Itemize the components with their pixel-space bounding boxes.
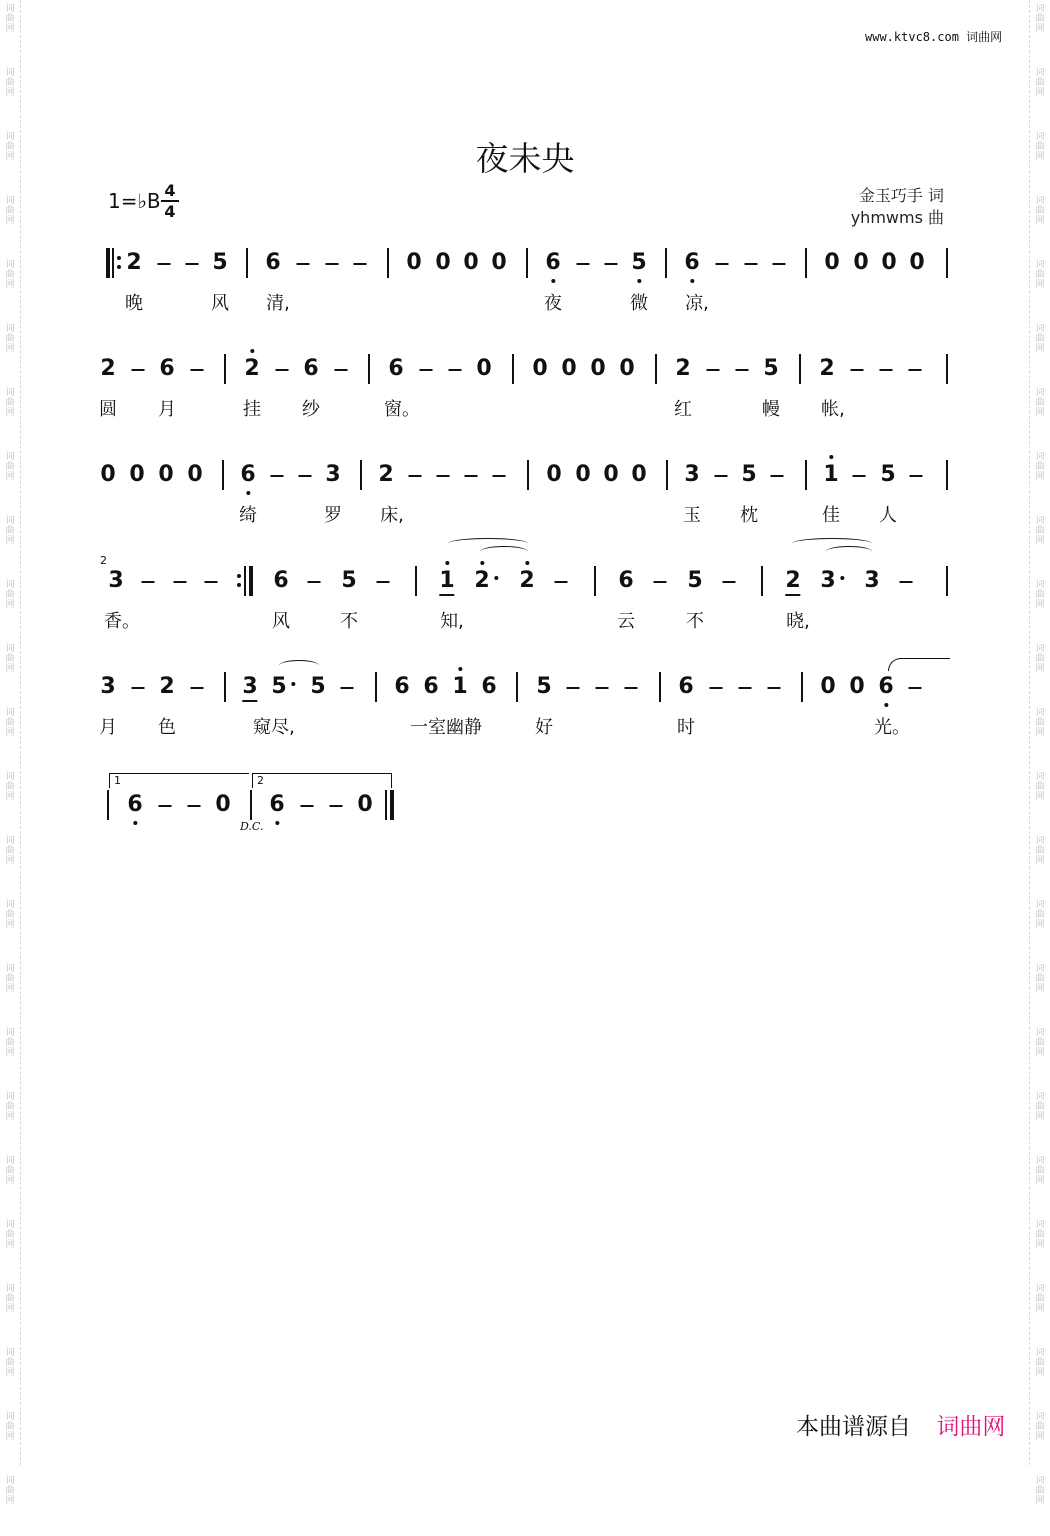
lyric: 云 <box>617 611 635 632</box>
lyric: 光。 <box>874 717 910 738</box>
note: 6 <box>423 674 439 699</box>
rest: 0 <box>824 250 840 275</box>
score-row-6 <box>0 774 1050 836</box>
note: 5 <box>310 674 326 699</box>
note-dotted: 3 <box>820 568 835 593</box>
note: 2 <box>100 356 116 381</box>
note: 6 <box>618 568 634 593</box>
note-high: 1 <box>823 462 838 487</box>
barline <box>761 566 763 596</box>
footer-prefix: 本曲谱源自 <box>796 1414 911 1440</box>
note-low: 6 <box>878 674 893 699</box>
note-low: 6 <box>545 250 560 275</box>
dash <box>910 475 923 477</box>
note: 6 <box>273 568 289 593</box>
barline <box>516 672 518 702</box>
dash <box>739 687 752 689</box>
lyricist: 金玉巧手 词 <box>858 186 944 205</box>
note-low: 6 <box>127 792 142 817</box>
note: 3 <box>100 674 116 699</box>
rest: 0 <box>590 356 606 381</box>
dash <box>341 687 354 689</box>
rest: 0 <box>100 462 116 487</box>
dash <box>493 475 506 477</box>
dash <box>276 369 289 371</box>
grace-note: 2 <box>100 554 107 567</box>
lyric: 月 <box>158 399 176 420</box>
lyric: 香。 <box>104 611 140 632</box>
dash <box>188 805 201 807</box>
barline <box>799 354 801 384</box>
footer-brand-link[interactable]: 词曲网 <box>936 1414 1006 1440</box>
note: 5 <box>880 462 896 487</box>
dash <box>736 369 749 371</box>
note: 5 <box>687 568 703 593</box>
dash <box>132 687 145 689</box>
note: 2 <box>159 674 175 699</box>
note: 6 <box>394 674 410 699</box>
rest: 0 <box>491 250 507 275</box>
rest: 0 <box>406 250 422 275</box>
dash <box>768 687 781 689</box>
dash <box>326 263 339 265</box>
lyrics-row-1 <box>0 289 1050 333</box>
dash <box>723 581 736 583</box>
dash <box>577 263 590 265</box>
time-signature <box>161 182 179 220</box>
rest: 0 <box>909 250 925 275</box>
note: 0 <box>476 356 492 381</box>
note: 6 <box>388 356 404 381</box>
note: 5 <box>741 462 757 487</box>
lyric: 幔 <box>762 399 780 420</box>
note-high: 2 <box>519 568 534 593</box>
lyric: 罗 <box>324 505 342 526</box>
lyric: 人 <box>879 505 897 526</box>
lyric: 枕 <box>740 505 758 526</box>
dash <box>880 369 893 371</box>
lyric: 色 <box>158 717 176 738</box>
barline <box>801 672 803 702</box>
dash <box>449 369 462 371</box>
dash <box>174 581 187 583</box>
barline <box>655 354 657 384</box>
dash <box>465 475 478 477</box>
note: 6 <box>481 674 497 699</box>
dash <box>654 581 667 583</box>
lyrics-row-4 <box>0 607 1050 651</box>
dash <box>205 581 218 583</box>
barline <box>665 248 667 278</box>
lyric: 床, <box>380 505 404 526</box>
repeat-start-thin <box>112 248 114 278</box>
barline <box>666 460 668 490</box>
volta-1: 1 <box>109 773 249 788</box>
dash <box>186 263 199 265</box>
time-top: 4 <box>164 181 176 200</box>
slur <box>826 546 872 557</box>
barline <box>594 566 596 596</box>
barline <box>368 354 370 384</box>
note: 5 <box>212 250 228 275</box>
note: 3 <box>864 568 880 593</box>
repeat-dots <box>117 248 121 278</box>
site-header[interactable]: www.ktvc8.com 词曲网 <box>865 30 1003 44</box>
lyric: 时 <box>677 717 695 738</box>
dash <box>707 369 720 371</box>
barline <box>246 248 248 278</box>
rest: 0 <box>532 356 548 381</box>
dash <box>158 263 171 265</box>
repeat-start-barline <box>106 248 110 278</box>
dash <box>715 475 728 477</box>
lyrics-row-5 <box>0 713 1050 757</box>
dash <box>301 805 314 807</box>
volta-2: 2 <box>252 773 392 788</box>
rest: 0 <box>158 462 174 487</box>
rest: 0 <box>435 250 451 275</box>
lyric: 月 <box>99 717 117 738</box>
dash <box>909 369 922 371</box>
dash <box>297 263 310 265</box>
rest: 0 <box>561 356 577 381</box>
lyric: 帐, <box>821 399 845 420</box>
song-title: 夜未央 <box>475 139 575 178</box>
note: 2 <box>675 356 691 381</box>
dash <box>745 263 758 265</box>
dash <box>271 475 284 477</box>
score-row-4 <box>0 554 1050 612</box>
repeat-end-thin <box>244 566 246 596</box>
note-eighth: 3 <box>242 674 257 699</box>
lyric: 知, <box>440 611 464 632</box>
score-row-3 <box>0 462 1050 506</box>
lyric: 圆 <box>99 399 117 420</box>
rest: 0 <box>881 250 897 275</box>
barline <box>415 566 417 596</box>
note: 6 <box>678 674 694 699</box>
note-low: 6 <box>684 250 699 275</box>
note-high: 1 <box>452 674 467 699</box>
barline <box>224 672 226 702</box>
barline <box>946 566 948 596</box>
lyric: 玉 <box>683 505 701 526</box>
barline <box>375 672 377 702</box>
lyric: 佳 <box>822 505 840 526</box>
lyrics-row-2 <box>0 395 1050 439</box>
lyric: 不 <box>686 611 704 632</box>
dash <box>354 263 367 265</box>
repeat-end-dots <box>237 566 241 596</box>
lyric: 凉, <box>685 293 709 314</box>
barline <box>360 460 362 490</box>
dash <box>308 581 321 583</box>
tie-to-next-row <box>888 658 950 671</box>
rest: 0 <box>575 462 591 487</box>
rest: 0 <box>357 792 373 817</box>
slur <box>480 546 528 557</box>
time-bottom: 4 <box>164 202 176 221</box>
final-barline-thin <box>385 790 387 820</box>
rest: 0 <box>603 462 619 487</box>
dash <box>420 369 433 371</box>
score-row-1 <box>0 250 1050 294</box>
lyric: 微 <box>630 293 648 314</box>
dash <box>773 263 786 265</box>
left-watermark-strip: 词 曲 网 词 曲 网 词 曲 网 词 曲 网 词 曲 网 词 曲 网 词 曲 网 词 曲 网 词 曲 网 词 曲 网 词 曲 网 词 曲 网 词 曲 网 词 曲 网 词 曲 网 词 曲 网 词 曲 网 词 曲 网 词 曲 网 词 曲 网 词 曲 网 词 曲 网 词 曲 网 词 曲 网 <box>5 4 15 1506</box>
dash <box>142 581 155 583</box>
dash <box>716 263 729 265</box>
dash <box>330 805 343 807</box>
lyric: 挂 <box>243 399 261 420</box>
barline <box>946 460 948 490</box>
rest: 0 <box>187 462 203 487</box>
lyric: 好 <box>535 717 553 738</box>
dash <box>132 369 145 371</box>
lyric: 风 <box>211 293 229 314</box>
rest: 0 <box>849 674 865 699</box>
da-capo-mark: D.C. <box>240 820 264 833</box>
barline <box>805 460 807 490</box>
note-high-dotted: 2 <box>474 568 489 593</box>
barline <box>250 790 252 820</box>
dash <box>625 687 638 689</box>
lyric: 绮 <box>239 505 257 526</box>
score-row-5 <box>0 674 1050 718</box>
lyric: 一室幽静 <box>410 717 482 738</box>
note-low: 6 <box>269 792 284 817</box>
dash <box>771 475 784 477</box>
note-dotted: 5 <box>271 674 286 699</box>
rest: 0 <box>820 674 836 699</box>
barline <box>526 248 528 278</box>
dash <box>191 687 204 689</box>
rest: 0 <box>463 250 479 275</box>
rest: 0 <box>215 792 231 817</box>
dash <box>159 805 172 807</box>
note-high-eighth: 1 <box>439 568 454 593</box>
dash <box>377 581 390 583</box>
note: 6 <box>159 356 175 381</box>
note: 2 <box>819 356 835 381</box>
barline <box>527 460 529 490</box>
slur <box>279 660 319 671</box>
note: 3 <box>108 568 124 593</box>
right-watermark-strip: 词 曲 网 词 曲 网 词 曲 网 词 曲 网 词 曲 网 词 曲 网 词 曲 网 词 曲 网 词 曲 网 词 曲 网 词 曲 网 词 曲 网 词 曲 网 词 曲 网 词 曲 网 词 曲 网 词 曲 网 词 曲 网 词 曲 网 词 曲 网 词 曲 网 词 曲 网 词 曲 网 词 曲 网 <box>1035 4 1045 1506</box>
final-barline-thick <box>390 790 394 820</box>
rest: 0 <box>619 356 635 381</box>
note: 3 <box>325 462 341 487</box>
key-signature: 1=♭B <box>108 189 161 213</box>
footer-source <box>796 1408 1005 1441</box>
note: 3 <box>684 462 700 487</box>
lyric: 不 <box>340 611 358 632</box>
lyric: 风 <box>272 611 290 632</box>
barline <box>387 248 389 278</box>
dash <box>567 687 580 689</box>
barline <box>512 354 514 384</box>
lyrics-row-3 <box>0 501 1050 545</box>
note: 5 <box>536 674 552 699</box>
dash <box>409 475 422 477</box>
rest: 0 <box>853 250 869 275</box>
lyric: 红 <box>674 399 692 420</box>
lyric: 清, <box>266 293 290 314</box>
barline <box>224 354 226 384</box>
note: 5 <box>763 356 779 381</box>
lyric: 纱 <box>302 399 320 420</box>
rest: 0 <box>546 462 562 487</box>
dash <box>909 687 922 689</box>
rest: 0 <box>129 462 145 487</box>
note-low: 5 <box>631 250 646 275</box>
dash <box>900 581 913 583</box>
repeat-end-barline <box>249 566 253 596</box>
dash <box>596 687 609 689</box>
dash <box>555 581 568 583</box>
note-low: 6 <box>240 462 255 487</box>
dash <box>710 687 723 689</box>
dash <box>299 475 312 477</box>
composer: yhmwms 曲 <box>850 208 944 227</box>
barline <box>805 248 807 278</box>
note: 6 <box>265 250 281 275</box>
lyric: 窗。 <box>384 399 420 420</box>
note: 5 <box>341 568 357 593</box>
dash <box>853 475 866 477</box>
dash <box>335 369 348 371</box>
lyric: 晓, <box>786 611 810 632</box>
dash <box>191 369 204 371</box>
dash <box>851 369 864 371</box>
lyric: 窥尽, <box>253 717 295 738</box>
barline <box>107 790 109 820</box>
dash <box>437 475 450 477</box>
score-row-2 <box>0 356 1050 400</box>
note-eighth: 2 <box>785 568 800 593</box>
barline <box>946 248 948 278</box>
barline <box>946 354 948 384</box>
rest: 0 <box>631 462 647 487</box>
barline <box>222 460 224 490</box>
note: 2 <box>378 462 394 487</box>
dash <box>605 263 618 265</box>
note: 2 <box>126 250 142 275</box>
note-high: 2 <box>244 356 259 381</box>
lyric: 晚 <box>125 293 143 314</box>
lyric: 夜 <box>544 293 562 314</box>
barline <box>659 672 661 702</box>
note: 6 <box>303 356 319 381</box>
